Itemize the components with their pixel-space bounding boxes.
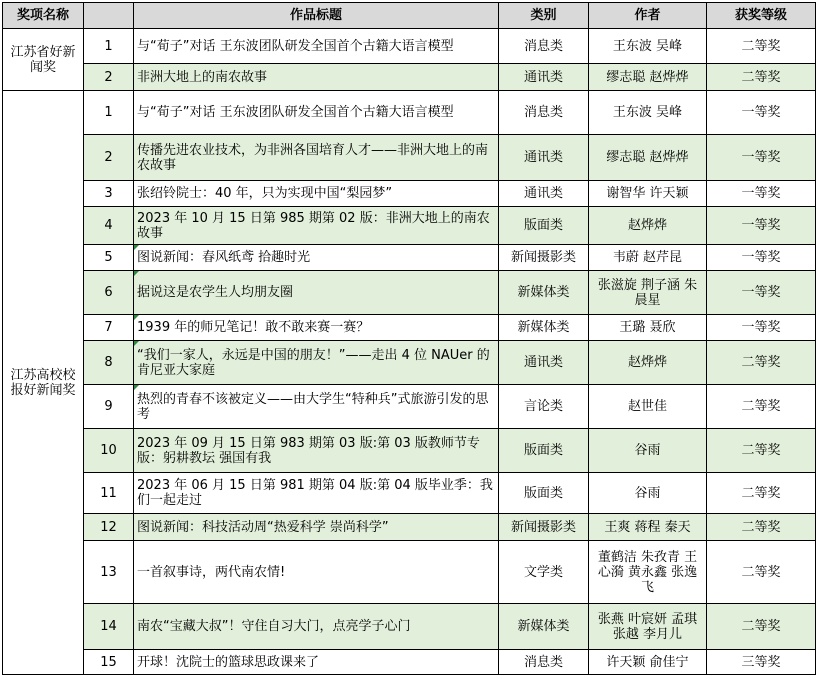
row-number: 7 — [84, 315, 134, 341]
row-number: 14 — [84, 604, 134, 650]
row-title: 据说这是农学生人均朋友圈 — [134, 271, 499, 315]
table-row — [3, 245, 816, 271]
row-title: 传播先进农业技术，为非洲各国培育人才——非洲大地上的南农故事 — [134, 135, 499, 181]
award-category: 江苏省好新闻奖 — [3, 29, 84, 91]
table-row — [3, 207, 816, 245]
row-number: 2 — [84, 64, 134, 91]
row-author: 韦蔚 赵芹昆 — [589, 245, 707, 271]
row-title: 一首叙事诗，两代南农情! — [134, 541, 499, 604]
table-row — [3, 385, 816, 429]
row-number: 5 — [84, 245, 134, 271]
row-number: 13 — [84, 541, 134, 604]
row-author: 王东波 吴峰 — [589, 29, 707, 64]
row-title: 2023 年 06 月 15 日第 981 期第 04 版:第 04 版毕业季：我们一起走过 — [134, 473, 499, 514]
row-type: 通讯类 — [499, 64, 589, 91]
row-author: 缪志聪 赵烨烨 — [589, 64, 707, 91]
row-author: 赵烨烨 — [589, 341, 707, 385]
row-number: 1 — [84, 91, 134, 135]
row-author: 王东波 吴峰 — [589, 91, 707, 135]
row-level: 一等奖 — [707, 207, 816, 245]
award-table — [2, 2, 816, 675]
row-title: 图说新闻：科技活动周“热爱科学 崇尚科学” — [134, 514, 499, 541]
row-number: 4 — [84, 207, 134, 245]
row-number: 8 — [84, 341, 134, 385]
row-type: 版面类 — [499, 473, 589, 514]
row-level: 一等奖 — [707, 245, 816, 271]
row-author: 缪志聪 赵烨烨 — [589, 135, 707, 181]
row-author: 赵世佳 — [589, 385, 707, 429]
row-level: 一等奖 — [707, 91, 816, 135]
row-type: 通讯类 — [499, 341, 589, 385]
row-level: 二等奖 — [707, 385, 816, 429]
row-author: 王爽 蒋程 秦天 — [589, 514, 707, 541]
row-author: 赵烨烨 — [589, 207, 707, 245]
row-title: 2023 年 09 月 15 日第 983 期第 03 版:第 03 版教师节专版：躬耕教坛 强国有我 — [134, 429, 499, 473]
header-no — [84, 3, 134, 29]
row-type: 新闻摄影类 — [499, 514, 589, 541]
row-level: 二等奖 — [707, 514, 816, 541]
row-author: 张滋旋 荆子涵 朱晨星 — [589, 271, 707, 315]
table-row — [3, 341, 816, 385]
row-title: 非洲大地上的南农故事 — [134, 64, 499, 91]
table-row — [3, 650, 816, 675]
header-level: 获奖等级 — [707, 3, 816, 29]
row-type: 新媒体类 — [499, 271, 589, 315]
table-row — [3, 514, 816, 541]
row-number: 2 — [84, 135, 134, 181]
table-row — [3, 29, 816, 64]
table-row — [3, 181, 816, 207]
row-number: 6 — [84, 271, 134, 315]
row-number: 9 — [84, 385, 134, 429]
table-row — [3, 541, 816, 604]
row-number: 11 — [84, 473, 134, 514]
row-title: 1939 年的师兄笔记！敢不敢来赛一赛？ — [134, 315, 499, 341]
row-title: 2023 年 10 月 15 日第 985 期第 02 版：非洲大地上的南农故事 — [134, 207, 499, 245]
table-row — [3, 271, 816, 315]
row-level: 一等奖 — [707, 135, 816, 181]
header-type: 类别 — [499, 3, 589, 29]
row-level: 二等奖 — [707, 604, 816, 650]
row-author: 谢智华 许天颖 — [589, 181, 707, 207]
row-type: 言论类 — [499, 385, 589, 429]
row-level: 一等奖 — [707, 315, 816, 341]
row-title: 张绍铃院士：40 年，只为实现中国“梨园梦” — [134, 181, 499, 207]
header-row — [3, 3, 816, 29]
table-row — [3, 429, 816, 473]
row-type: 文学类 — [499, 541, 589, 604]
row-type: 新媒体类 — [499, 604, 589, 650]
row-type: 消息类 — [499, 91, 589, 135]
table-row — [3, 91, 816, 135]
row-type: 版面类 — [499, 429, 589, 473]
row-number: 12 — [84, 514, 134, 541]
row-type: 消息类 — [499, 650, 589, 675]
row-author: 张燕 叶宸妍 孟琪 张越 李月儿 — [589, 604, 707, 650]
row-title: 开球！沈院士的篮球思政课来了 — [134, 650, 499, 675]
row-number: 10 — [84, 429, 134, 473]
row-type: 通讯类 — [499, 135, 589, 181]
table-row — [3, 64, 816, 91]
row-type: 新闻摄影类 — [499, 245, 589, 271]
row-level: 二等奖 — [707, 64, 816, 91]
header-author: 作者 — [589, 3, 707, 29]
row-number: 3 — [84, 181, 134, 207]
table-row — [3, 135, 816, 181]
row-title: “我们一家人，永远是中国的朋友！”——走出 4 位 NAUer 的肯尼亚大家庭 — [134, 341, 499, 385]
award-category: 江苏高校校报好新闻奖 — [3, 91, 84, 675]
row-type: 版面类 — [499, 207, 589, 245]
row-level: 二等奖 — [707, 429, 816, 473]
row-level: 二等奖 — [707, 341, 816, 385]
header-title: 作品标题 — [134, 3, 499, 29]
row-number: 1 — [84, 29, 134, 64]
row-level: 一等奖 — [707, 271, 816, 315]
row-author: 谷雨 — [589, 473, 707, 514]
row-author: 许天颖 俞佳宁 — [589, 650, 707, 675]
row-type: 新媒体类 — [499, 315, 589, 341]
row-level: 二等奖 — [707, 29, 816, 64]
row-type: 通讯类 — [499, 181, 589, 207]
row-author: 董鹤洁 朱孜青 王心漪 黄永鑫 张逸飞 — [589, 541, 707, 604]
row-level: 三等奖 — [707, 650, 816, 675]
row-title: 与“荀子”对话 王东波团队研发全国首个古籍大语言模型 — [134, 29, 499, 64]
row-title: 热烈的青春不该被定义——由大学生“特种兵”式旅游引发的思考 — [134, 385, 499, 429]
table-row — [3, 315, 816, 341]
row-level: 二等奖 — [707, 473, 816, 514]
row-title: 与“荀子”对话 王东波团队研发全国首个古籍大语言模型 — [134, 91, 499, 135]
row-title: 图说新闻：春风纸鸢 拾趣时光 — [134, 245, 499, 271]
header-category: 奖项名称 — [3, 3, 84, 29]
row-level: 一等奖 — [707, 181, 816, 207]
row-author: 谷雨 — [589, 429, 707, 473]
row-number: 15 — [84, 650, 134, 675]
row-type: 消息类 — [499, 29, 589, 64]
table-row — [3, 473, 816, 514]
row-level: 二等奖 — [707, 541, 816, 604]
row-author: 王璐 聂欣 — [589, 315, 707, 341]
row-title: 南农“宝藏大叔”！守住自习大门，点亮学子心门 — [134, 604, 499, 650]
table-row — [3, 604, 816, 650]
